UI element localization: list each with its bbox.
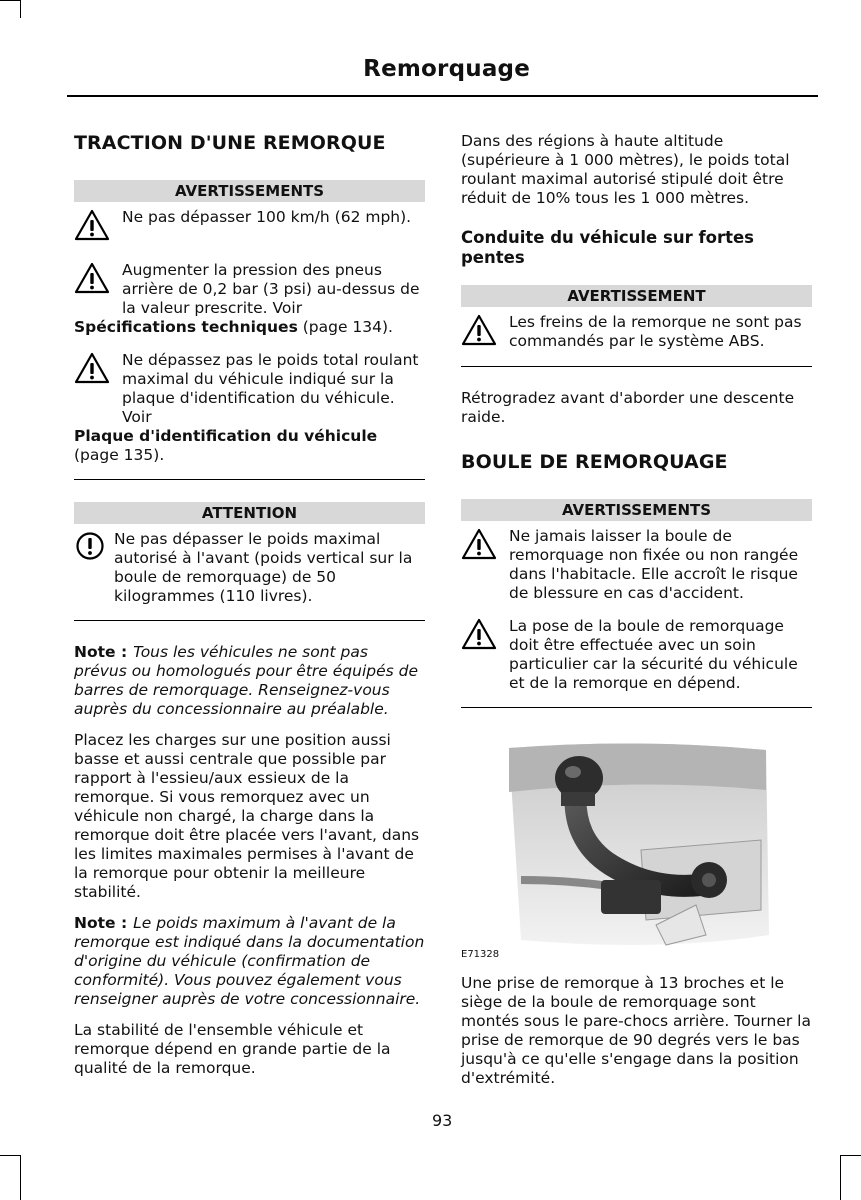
note-label: Note : [74,643,128,661]
warning-bar: AVERTISSEMENT [461,285,812,307]
attention-circle-icon [74,530,114,606]
left-column [74,132,425,1090]
divider [74,620,425,621]
cross-reference-link[interactable]: Spécifications techniques [74,318,298,336]
right-column [461,132,812,1100]
crop-mark [840,1155,861,1156]
crop-mark [0,0,20,1]
page-header-title: Remorquage [363,56,530,82]
note-paragraph [74,643,425,719]
warning-text: La pose de la boule de remorquage doit être effectuée avec un soin particulier car la sécurité du véhicule et de la remorque en dépend. [509,617,798,692]
page-reference: (page 134). [297,318,393,336]
warning-triangle-icon [74,261,122,318]
warning-triangle-icon [461,617,509,693]
header-rule [67,95,818,97]
tow-ball-illustration [461,730,812,962]
body-paragraph: Rétrogradez avant d'aborder une descente raide. [461,389,795,426]
tow-ball-figure [461,730,812,962]
page-number: 93 [432,1111,453,1130]
warning-text: Ne jamais laisser la boule de remorquage non fixée ou non rangée dans l'habitacle. Elle accroît le risque de blessure en cas d'accident. [509,527,799,602]
note-label: Note : [74,914,128,932]
body-paragraph: Dans des régions à haute altitude (supérieure à 1 000 mètres), le poids total roulant maximal autorisé stipulé doit être réduit de 10% tous les 1 000 mètres. [461,132,790,207]
warning-item [74,208,425,247]
warnings-bar: AVERTISSEMENTS [74,180,425,202]
warning-item [461,617,812,693]
warning-item [461,527,812,603]
warning-item [74,351,425,465]
cross-reference-link[interactable]: Plaque d'identification du véhicule [74,427,378,445]
crop-mark [840,1155,841,1200]
figure-code: E71328 [461,949,500,960]
body-paragraph: La stabilité de l'ensemble véhicule et remorque dépend en grande partie de la qualité de la remorque. [74,1021,391,1077]
body-paragraph: Une prise de remorque à 13 broches et le siège de la boule de remorquage sont montés sous le pare-chocs arrière. Tourner la prise de remorque de 90 degrés vers le bas jusqu'à ce qu'elle s'engage dans la position d'extrémité. [461,974,811,1087]
warning-item [74,261,425,337]
note-paragraph [74,914,425,1009]
page-reference: (page 135). [74,446,165,464]
warning-text: Augmenter la pression des pneus arrière de 0,2 bar (3 psi) au-dessus de la valeur prescrite. Voir [122,261,420,317]
attention-bar: ATTENTION [74,502,425,524]
warning-triangle-icon [461,527,509,603]
warning-triangle-icon [461,313,509,352]
note-text: Le poids maximum à l'avant de la remorque est indiqué dans la documentation d'origine du véhicule (confirmation de conformité). Vous pouvez également vous renseigner auprès de votre concessionnaire. [74,914,425,1008]
section-heading: BOULE DE REMORQUAGE [461,451,728,473]
warning-triangle-icon [74,351,122,427]
warning-text: Les freins de la remorque ne sont pas commandés par le système ABS. [509,313,802,350]
crop-mark [20,0,21,18]
warning-text: Ne dépassez pas le poids total roulant maximal du véhicule indiqué sur la plaque d'identification du véhicule. Voir [122,351,419,426]
warning-triangle-icon [74,208,122,247]
warnings-bar: AVERTISSEMENTS [461,499,812,521]
warning-item [461,313,812,352]
note-text: Tous les véhicules ne sont pas prévus ou homologués pour être équipés de barres de remorquage. Renseignez-vous auprès du concessionnaire au préalable. [74,643,419,718]
body-paragraph: Placez les charges sur une position aussi basse et aussi centrale que possible par rapport à l'essieu/aux essieux de la remorque. Si vous remorquez avec un véhicule non chargé, la charge dans la remorque doit être placée vers l'avant, dans les limites maximales permises à l'avant de la remorque pour obtenir la meilleure stabilité. [74,731,420,901]
section-heading: TRACTION D'UNE REMORQUE [74,132,386,154]
divider [461,366,812,367]
attention-text: Ne pas dépasser le poids maximal autorisé à l'avant (poids vertical sur la boule de remorquage) de 50 kilogrammes (110 livres). [114,530,413,605]
warning-text: Ne pas dépasser 100 km/h (62 mph). [122,208,412,226]
divider [74,479,425,480]
attention-item [74,530,425,606]
sub-heading: Conduite du véhicule sur fortes pentes [461,228,754,267]
divider [461,707,812,708]
crop-mark [20,1155,21,1200]
crop-mark [0,1155,20,1156]
